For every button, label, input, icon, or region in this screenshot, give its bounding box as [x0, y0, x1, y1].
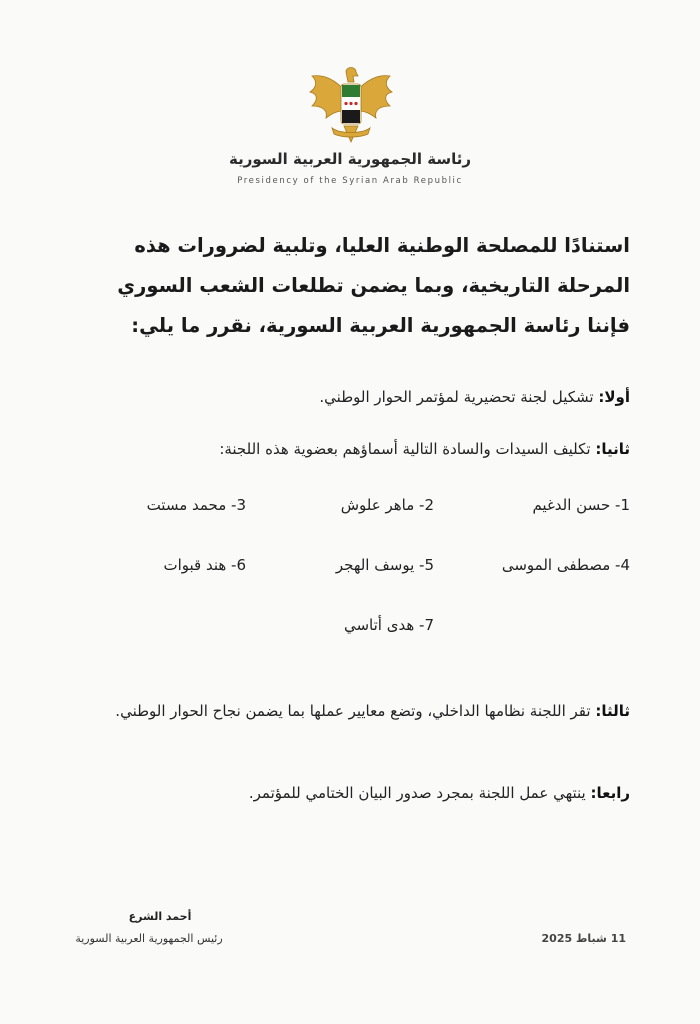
article-fourth-label: رابعا:	[590, 784, 630, 802]
member-item: 7- هدى أتاسي	[343, 616, 434, 634]
article-fourth	[70, 776, 630, 811]
article-first-text: تشكيل لجنة تحضيرية لمؤتمر الحوار الوطني.	[319, 388, 599, 406]
member-item: 2- ماهر علوش	[340, 496, 434, 514]
article-second-text: تكليف السيدات والسادة التالية أسماؤهم بعضوية هذه اللجنة:	[219, 440, 596, 458]
presidency-title-arabic: رئاسة الجمهورية العربية السورية	[229, 150, 471, 168]
article-third	[70, 694, 630, 729]
signatory-name: أحمد الشرع	[128, 910, 192, 923]
member-item: 3- محمد مستت	[146, 496, 246, 514]
article-third-text: تقر اللجنة نظامها الداخلي، وتضع معايير عملها بما يضمن نجاح الحوار الوطني.	[115, 702, 596, 720]
preamble-line-1: استنادًا للمصلحة الوطنية العليا، وتلبية لضرورات هذه	[134, 234, 630, 257]
article-second	[70, 432, 630, 467]
decree-preamble	[70, 226, 630, 346]
article-first-label: أولا:	[598, 388, 630, 406]
article-first	[70, 380, 630, 415]
member-item: 1- حسن الدغيم	[532, 496, 630, 514]
article-third-label: ثالثا:	[595, 702, 630, 720]
signatory-title: رئيس الجمهورية العربية السورية	[75, 932, 223, 945]
syrian-eagle-emblem-icon	[306, 62, 396, 144]
member-item: 4- مصطفى الموسى	[501, 556, 630, 574]
preamble-line-2: المرحلة التاريخية، وبما يضمن تطلعات الشعب السوري	[117, 274, 630, 297]
article-second-label: ثانيا:	[595, 440, 630, 458]
member-item: 5- يوسف الهجر	[335, 556, 434, 574]
presidency-title-english: Presidency of the Syrian Arab Republic	[237, 176, 463, 186]
preamble-line-3: فإننا رئاسة الجمهورية العربية السورية، نقرر ما يلي:	[131, 314, 630, 337]
article-fourth-text: ينتهي عمل اللجنة بمجرد صدور البيان الختامي للمؤتمر.	[248, 784, 591, 802]
member-item: 6- هند قبوات	[163, 556, 246, 574]
decree-date: 11 شباط 2025	[541, 932, 626, 945]
